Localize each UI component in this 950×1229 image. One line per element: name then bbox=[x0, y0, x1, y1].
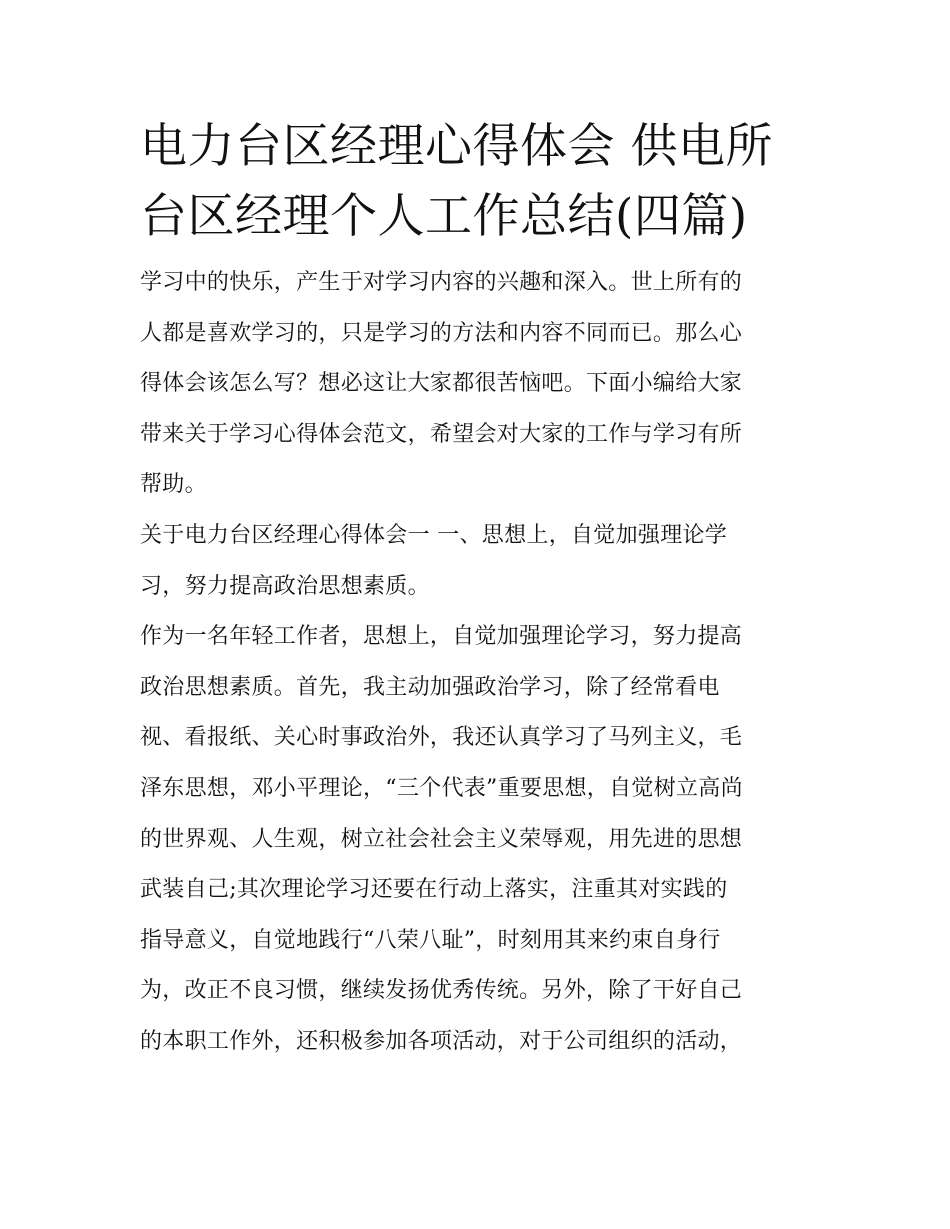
document-content bbox=[140, 112, 812, 1068]
text-line: 视、看报纸、关心时事政治外，我还认真学习了马列主义，毛 bbox=[140, 725, 743, 751]
title-line: 电力台区经理心得体会 供电所 bbox=[140, 119, 773, 174]
text-line: 得体会该怎么写？想必这让大家都很苦恼吧。下面小编给大家 bbox=[140, 371, 743, 397]
text-line: 作为一名年轻工作者，思想上，自觉加强理论学习，努力提高 bbox=[140, 624, 743, 650]
text-line: 的本职工作外，还积极参加各项活动，对于公司组织的活动， bbox=[140, 1028, 743, 1054]
paragraph-body bbox=[140, 612, 812, 1067]
text-line: 帮助。 bbox=[140, 472, 207, 498]
text-line: 的世界观、人生观，树立社会社会主义荣辱观，用先进的思想 bbox=[140, 826, 743, 852]
text-line: 带来关于学习心得体会范文，希望会对大家的工作与学习有所 bbox=[140, 421, 743, 447]
text-line: 武装自己;其次理论学习还要在行动上落实，注重其对实践的 bbox=[140, 877, 728, 903]
text-line: 指导意义，自觉地践行“八荣八耻”，时刻用其来约束自身行 bbox=[140, 927, 721, 953]
document-title bbox=[140, 112, 812, 252]
text-line: 习，努力提高政治思想素质。 bbox=[140, 573, 430, 599]
paragraph-section-heading bbox=[140, 511, 812, 612]
text-line: 政治思想素质。首先，我主动加强政治学习，除了经常看电 bbox=[140, 674, 720, 700]
text-line: 关于电力台区经理心得体会一 一、思想上，自觉加强理论学 bbox=[140, 522, 728, 548]
text-line: 人都是喜欢学习的，只是学习的方法和内容不同而已。那么心 bbox=[140, 320, 743, 346]
title-line: 台区经理个人工作总结(四篇) bbox=[140, 189, 748, 244]
text-line: 泽东思想，邓小平理论，“三个代表”重要思想，自觉树立高尚 bbox=[140, 775, 743, 801]
document-body bbox=[140, 258, 812, 1068]
paragraph-intro bbox=[140, 258, 812, 511]
text-line: 学习中的快乐，产生于对学习内容的兴趣和深入。世上所有的 bbox=[140, 270, 743, 295]
text-line: 为，改正不良习惯，继续发扬优秀传统。另外，除了干好自己 bbox=[140, 978, 743, 1004]
